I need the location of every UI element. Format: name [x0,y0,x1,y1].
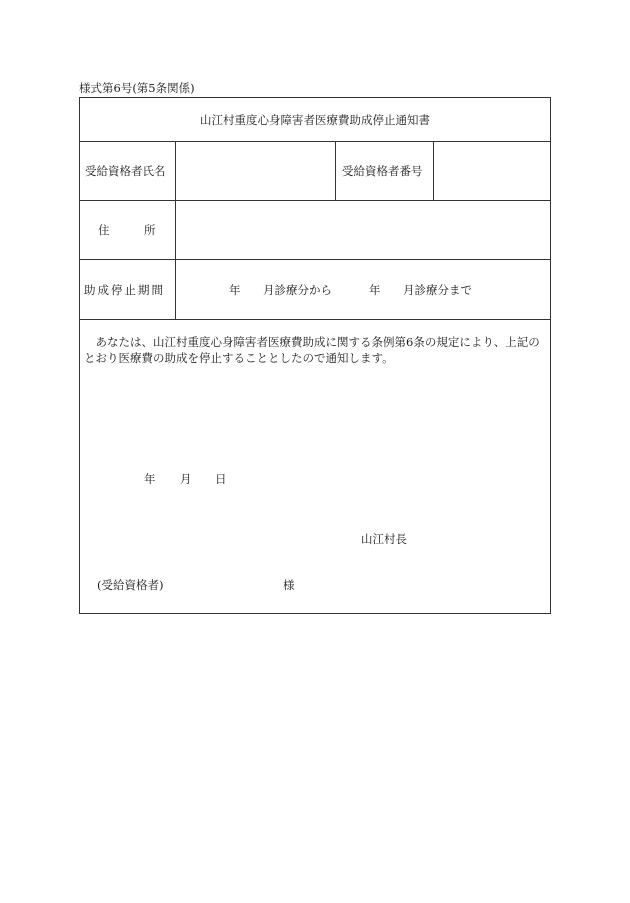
notice-body-text: あなたは、山江村重度心身障害者医療費助成に関する条例第6条の規定により、上記のとおり医療費の助成を停止することとしたので通知します。 [84,335,540,365]
notice-body [84,334,550,366]
recipient-label: (受給資格者) [97,578,164,592]
recipient-honorific: 様 [283,578,295,592]
address-field[interactable] [176,201,552,259]
title-row [80,98,550,142]
issuer-name: 山江村長 [361,532,407,546]
recipient-number-field[interactable] [434,142,550,200]
period-row [80,260,550,320]
date-month: 月 [180,472,192,486]
document-title: 山江村重度心身障害者医療費助成停止通知書 [200,112,430,127]
date-day: 日 [215,472,227,486]
address-row [80,201,550,260]
recipient-name-field[interactable] [176,142,336,200]
address-label [80,201,176,259]
form-number-label: 様式第6号(第5条関係) [79,81,195,95]
period-label: 助成停止期間 [80,260,176,319]
period-from: 月診療分から [263,282,332,297]
recipient-number-label: 受給資格者番号 [336,142,434,200]
period-to: 月診療分まで [403,282,472,297]
address-label-char-1: 住 [98,223,110,237]
period-year-1: 年 [229,282,241,297]
recipient-row [80,142,550,201]
recipient-name-label: 受給資格者氏名 [80,142,176,200]
date-year: 年 [144,472,156,486]
period-year-2: 年 [369,282,381,297]
notice-form [79,97,551,614]
address-label-char-2: 所 [144,223,156,237]
